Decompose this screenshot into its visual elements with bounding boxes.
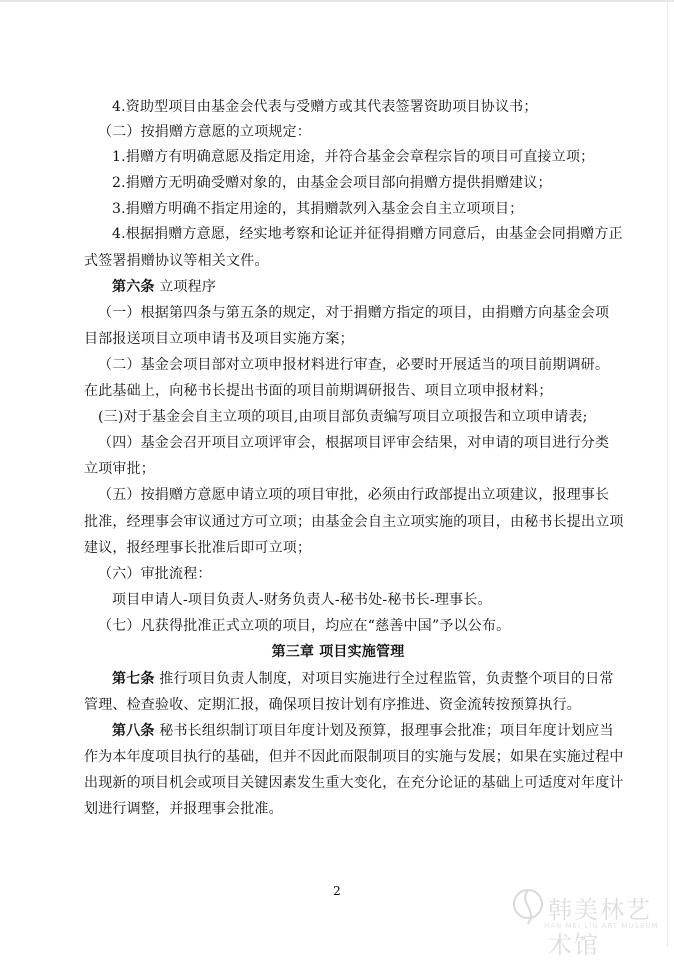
paragraph-line: [84, 252, 269, 270]
paragraph-line: [84, 800, 283, 818]
chapter-heading-text: 第三章 项目实施管理: [271, 644, 405, 660]
paragraph-line: [84, 748, 624, 766]
line-text: 目部报送项目立项申请书及项目实施方案；: [84, 331, 354, 347]
line-text: 项目申请人-项目负责人-财务负责人-秘书处-秘书长-理事长。: [112, 592, 492, 608]
line-text: 式签署捐赠协议等相关文件。: [84, 253, 269, 269]
line-text: 2.捐赠方无明确受赠对象的，由基金会项目部向捐赠方提供捐赠建议；: [112, 175, 552, 191]
line-text: 3.捐赠方明确不指定用途的，其捐赠款列入基金会自主立项项目；: [112, 201, 524, 217]
paragraph-line: [112, 200, 523, 218]
line-text: 建议，报经理事长批准后即可立项；: [84, 540, 312, 556]
watermark-text: 韩美林艺术馆: [548, 896, 652, 959]
line-text: （五）按捐赠方意愿申请立项的项目审批，必须由行政部提出立项建议，报理事长: [98, 487, 610, 503]
paragraph-line: [98, 123, 311, 141]
watermark-subtext: HAN MEI LIN ART MUSEUM: [544, 922, 659, 930]
top-border: [0, 0, 674, 2]
paragraph-line: [98, 565, 212, 583]
paragraph-line: [84, 513, 624, 531]
line-text: (三)对于基金会自主立项的项目,由项目部负责编写项目立项报告和立项申请表;: [98, 409, 588, 425]
line-text: （四）基金会召开项目立项评审会，根据项目评审会结果，对申请的项目进行分类: [98, 435, 610, 451]
line-text: （二）基金会项目部对立项申报材料进行审查，必要时开展适当的项目前期调研。: [98, 357, 610, 373]
line-text: 在此基础上，向秘书长提出书面的项目前期调研报告、项目立项申报材料；: [84, 383, 553, 399]
paragraph-line: [84, 774, 624, 792]
article-number: 第八条: [112, 723, 155, 739]
chapter-heading: [84, 643, 592, 661]
paragraph-line: [84, 382, 553, 400]
article-number: 第七条: [112, 671, 155, 687]
line-text: （二）按捐赠方意愿的立项规定：: [98, 124, 311, 140]
line-text: 4.根据捐赠方意愿，经实地考察和论证并征得捐赠方同意后，由基金会同捐赠方正: [112, 226, 623, 242]
right-border: [667, 0, 668, 947]
paragraph-line: [112, 670, 614, 688]
paragraph-line: [112, 148, 594, 166]
line-text: 立项审批；: [84, 461, 155, 477]
paragraph-line: [112, 591, 492, 609]
line-text: 批准，经理事会审议通过方可立项；由基金会自主立项实施的项目，由秘书长提出立项: [84, 514, 624, 530]
paragraph-line: [84, 539, 311, 557]
paragraph-line: [84, 460, 155, 478]
paragraph-line: [84, 696, 581, 714]
line-text: 管理、检查验收、定期汇报，确保项目按计划有序推进、资金流转按预算执行。: [84, 697, 581, 713]
paragraph-line: [98, 356, 609, 374]
watermark-emblem-icon: [508, 884, 548, 934]
line-text: （七）凡获得批准正式立项的项目，均应在“慈善中国”予以公布。: [98, 618, 511, 634]
paragraph-line: [112, 98, 538, 116]
line-text: 4.资助型项目由基金会代表与受赠方或其代表签署资助项目协议书；: [112, 99, 538, 115]
line-text: 划进行调整，并报理事会批准。: [84, 801, 283, 817]
paragraph-line: [112, 174, 552, 192]
line-text: （六）审批流程：: [98, 566, 212, 582]
line-text: 作为本年度项目执行的基础，但并不因此而限制项目的实施与发展；如果在实施过程中: [84, 749, 624, 765]
paragraph-line: [98, 304, 609, 322]
line-text: （一）根据第四条与第五条的规定，对于捐赠方指定的项目，由捐赠方向基金会项: [98, 305, 610, 321]
paragraph-line: [98, 434, 609, 452]
paragraph-line: [112, 722, 614, 740]
line-text: 出现新的项目机会或项目关键因素发生重大变化，在充分论证的基础上可适度对年度计: [84, 775, 624, 791]
paragraph-line: [112, 225, 623, 243]
paragraph-line: [84, 330, 354, 348]
watermark-logo: [508, 884, 668, 959]
page-number: 2: [333, 884, 341, 898]
paragraph-line: [112, 278, 216, 296]
article-number: 第六条: [112, 279, 155, 295]
paragraph-line: [98, 617, 510, 635]
line-text: 立项程序: [154, 279, 217, 295]
paragraph-line: [98, 486, 609, 504]
line-text: 1.捐赠方有明确意愿及指定用途，并符合基金会章程宗旨的项目可直接立项；: [112, 149, 595, 165]
line-text: 推行项目负责人制度，对项目实施进行全过程监管，负责整个项目的日常: [154, 671, 614, 687]
paragraph-line: [98, 408, 588, 426]
line-text: 秘书长组织制订项目年度计划及预算，报理事会批准；项目年度计划应当: [154, 723, 614, 739]
